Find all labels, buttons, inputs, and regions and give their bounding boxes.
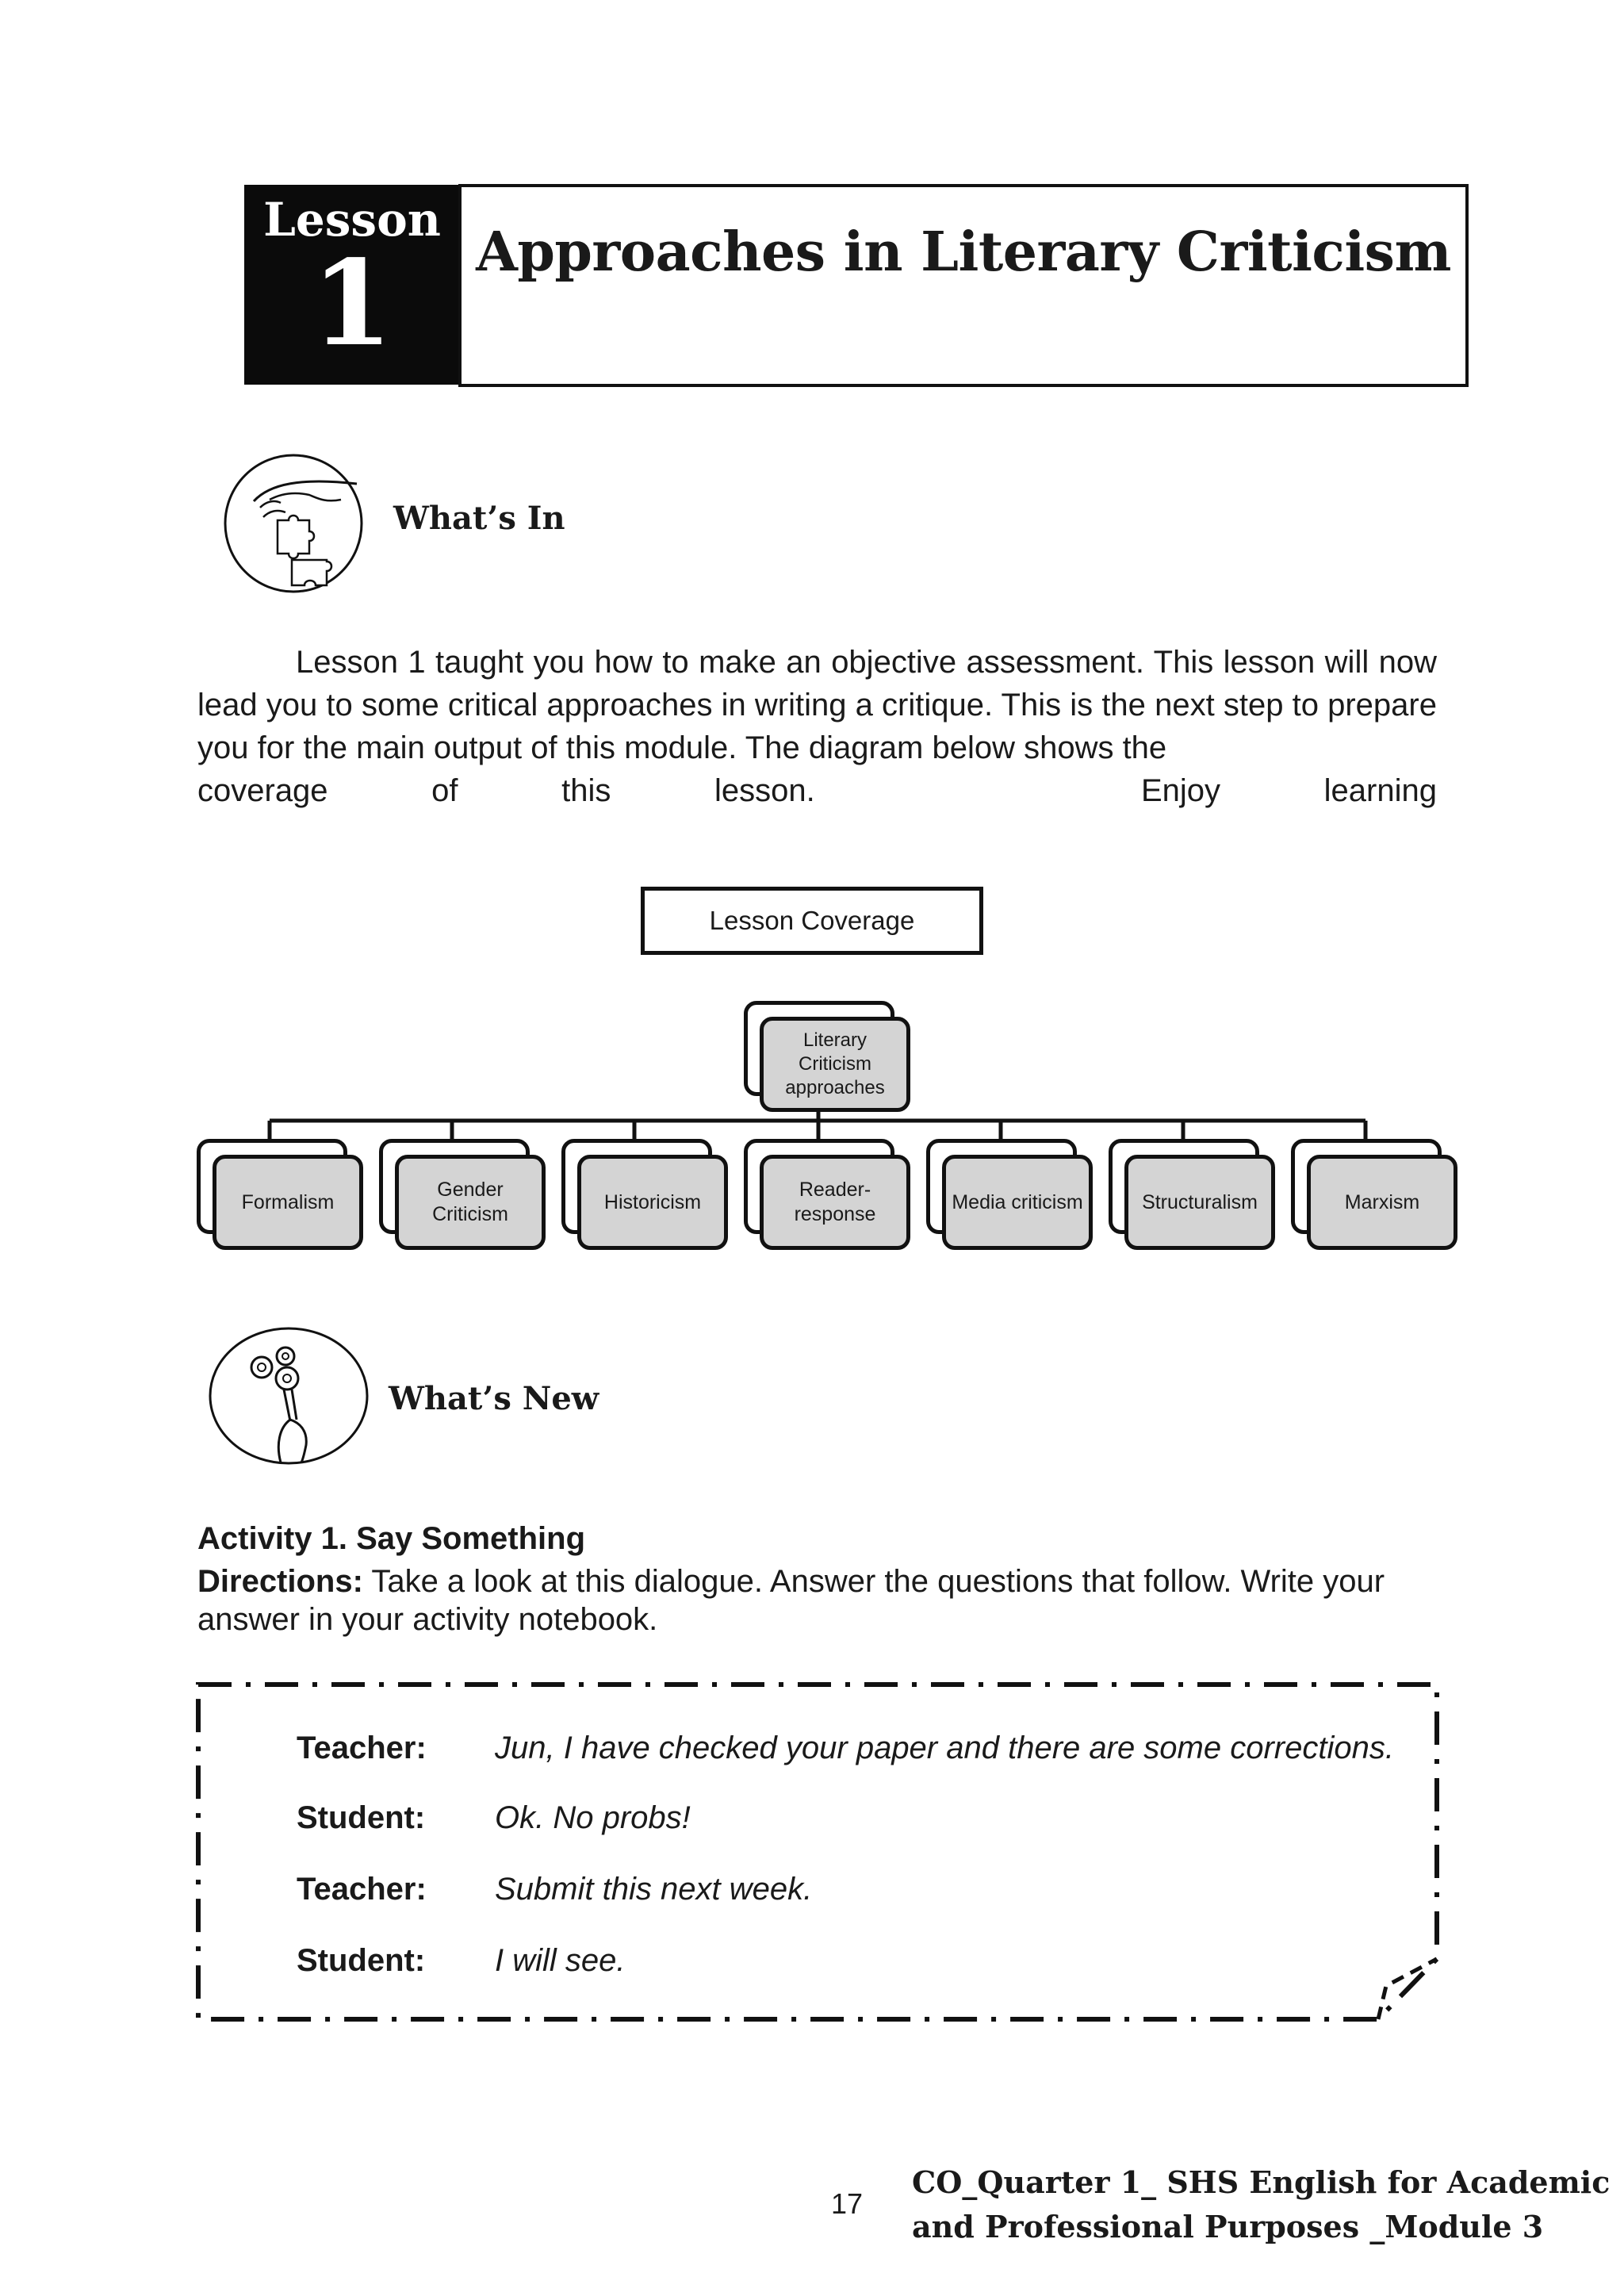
intro-word: Enjoy xyxy=(1140,773,1221,808)
directions-text: Take a look at this dialogue. Answer the questions that follow. Write your answer in your activity notebook. xyxy=(197,1564,1385,1637)
intro-word: learning xyxy=(1323,773,1437,808)
diagram-node-media-criticism xyxy=(926,1139,1083,1234)
footer-text xyxy=(912,2160,1610,2249)
node-label: Media criticism xyxy=(942,1155,1093,1250)
footer-line: and Professional Purposes _Module 3 xyxy=(912,2209,1544,2244)
lesson-label: Lesson xyxy=(263,193,441,247)
footer-line: CO_Quarter 1_ SHS English for Academic xyxy=(912,2164,1611,2200)
activity-directions xyxy=(197,1562,1450,1639)
gears-hand-icon xyxy=(208,1326,370,1466)
diagram-node-gender-criticism xyxy=(379,1139,530,1234)
diagram-node-marxism xyxy=(1291,1139,1442,1234)
whats-new-heading: What’s New xyxy=(389,1380,599,1417)
dialogue-speaker: Student: xyxy=(297,1943,426,1978)
node-label: Literary Criticism approaches xyxy=(760,1017,910,1112)
whats-in-heading: What’s In xyxy=(393,500,565,537)
intro-word: of xyxy=(431,773,458,808)
dialogue-line: Submit this next week. xyxy=(495,1872,813,1907)
directions-label: Directions: xyxy=(197,1564,363,1599)
dialogue-line: Jun, I have checked your paper and there are some corrections. xyxy=(495,1731,1394,1765)
diagram-root-node xyxy=(744,1001,894,1096)
activity-title: Activity 1. Say Something xyxy=(197,1521,586,1556)
node-label: Formalism xyxy=(213,1155,363,1250)
page-title: Approaches in Literary Criticism xyxy=(476,220,1451,284)
dialogue-speaker: Teacher: xyxy=(297,1872,427,1907)
intro-word: this xyxy=(561,773,611,808)
diagram-node-formalism xyxy=(197,1139,347,1234)
node-label: Marxism xyxy=(1307,1155,1457,1250)
diagram-node-historicism xyxy=(561,1139,712,1234)
node-label: Structuralism xyxy=(1124,1155,1275,1250)
node-label: Historicism xyxy=(577,1155,728,1250)
node-label: Gender Criticism xyxy=(395,1155,546,1250)
diagram-caption: Lesson Coverage xyxy=(641,887,983,955)
intro-word: coverage xyxy=(197,773,328,808)
diagram-node-reader-response xyxy=(744,1139,894,1234)
dialogue-speaker: Student: xyxy=(297,1800,426,1835)
dialogue-line: I will see. xyxy=(495,1943,626,1978)
intro-word: lesson. xyxy=(714,773,815,808)
node-label: Reader-response xyxy=(760,1155,910,1250)
dialogue-frame xyxy=(190,1673,1451,2038)
page-number: 17 xyxy=(831,2187,864,2220)
intro-text: Lesson 1 taught you how to make an objective assessment. This lesson will now lead you to some critical approaches in writing a critique. This is the next step to prepare you for the main output of this module. The diagram below shows the xyxy=(197,645,1437,765)
dialogue-speaker: Teacher: xyxy=(297,1731,427,1765)
diagram-node-structuralism xyxy=(1109,1139,1259,1234)
lesson-number: 1 xyxy=(311,234,393,372)
dialogue-line: Ok. No probs! xyxy=(495,1800,691,1835)
